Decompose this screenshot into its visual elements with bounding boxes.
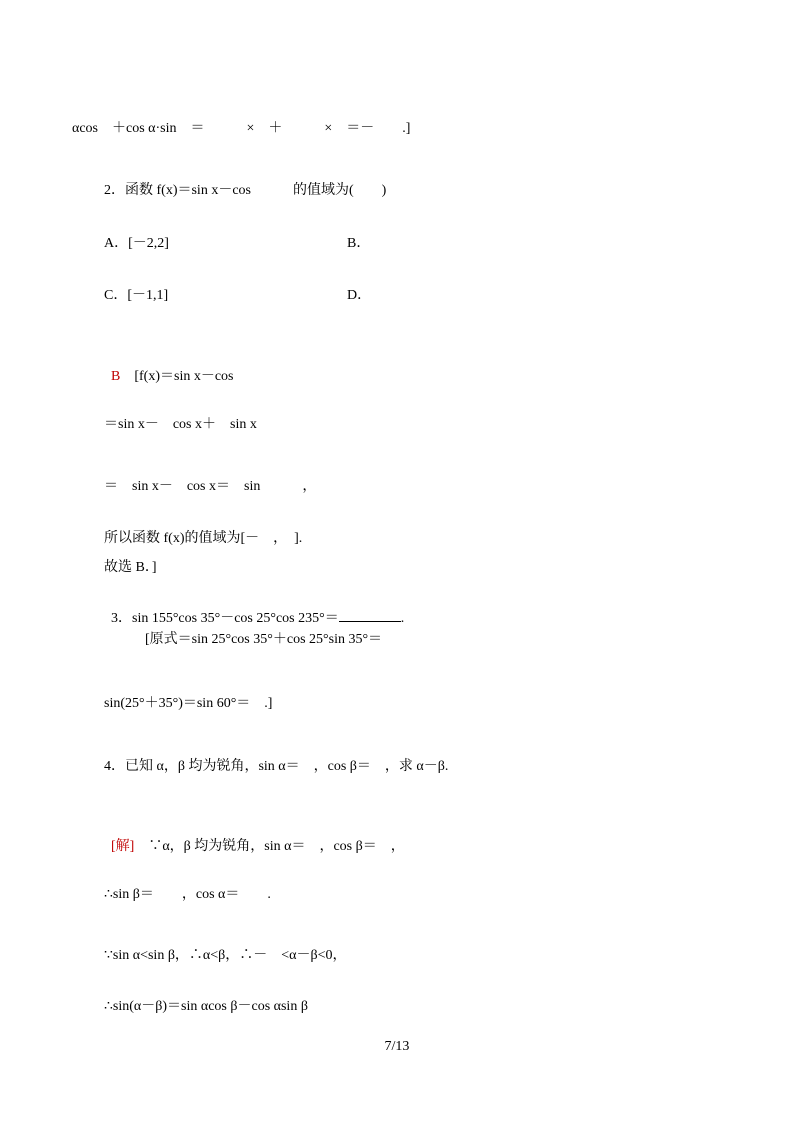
answer-2-line-3: ＝ sin x－ cos x＝ sin ， bbox=[104, 479, 317, 494]
text-line-1: αcos ＋cos α·sin ＝ × ＋ × ＝－ .] bbox=[72, 121, 411, 136]
question-3 bbox=[104, 589, 404, 628]
question-2: 2．函数 f(x)＝sin x－cos 的值域为( ) bbox=[104, 183, 387, 198]
answer-2-line-4: 所以函数 f(x)的值域为[－ ， ]. bbox=[104, 531, 303, 546]
page-number: 7/13 bbox=[384, 1039, 410, 1054]
question-4: 4．已知 α，β 均为锐角，sin α＝ ，cos β＝ ，求 α－β. bbox=[104, 759, 449, 774]
answer-4-line-2: ∴sin β＝ ，cos α＝ . bbox=[104, 887, 271, 902]
option-b: B． bbox=[347, 236, 371, 251]
solution-tag: [解] bbox=[111, 839, 135, 854]
answer-4-line-4: ∴sin(α－β)＝sin αcos β－cos αsin β bbox=[104, 999, 308, 1014]
answer-letter: B bbox=[111, 369, 121, 384]
answer-3-line-1: [原式＝sin 25°cos 35°＋cos 25°sin 35°＝ bbox=[145, 632, 383, 647]
option-d: D． bbox=[347, 288, 372, 303]
answer-2-line-1 bbox=[104, 350, 234, 386]
option-a: A．[－2,2] bbox=[104, 236, 169, 251]
answer-2-line-2: ＝sin x－ cos x＋ sin x bbox=[104, 417, 257, 432]
answer-4-line-1 bbox=[104, 820, 405, 856]
question-3-end: . bbox=[400, 611, 405, 626]
answer-2-line-5: 故选 B．] bbox=[104, 560, 157, 575]
answer-4-line-3: ∵sin α<sin β，∴α<β，∴－ <α－β<0， bbox=[104, 948, 347, 963]
answer-3-line-2: sin(25°＋35°)＝sin 60°＝ .] bbox=[104, 696, 273, 711]
option-c: C．[－1,1] bbox=[104, 288, 169, 303]
answer-2-text: [f(x)＝sin x－cos bbox=[134, 369, 234, 384]
answer-4-text: ∵α，β 均为锐角，sin α＝ ，cos β＝ ， bbox=[148, 839, 405, 854]
answer-blank bbox=[339, 607, 401, 622]
question-3-text: 3．sin 155°cos 35°－cos 25°cos 235°＝ bbox=[111, 611, 339, 626]
